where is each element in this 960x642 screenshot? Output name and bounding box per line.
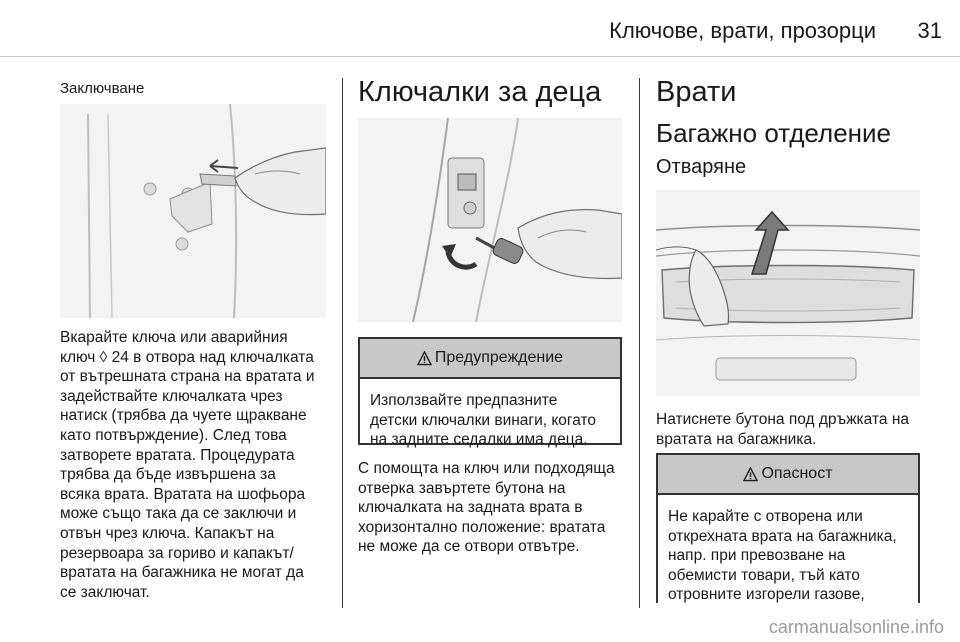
section-heading-doors: Врати [656,76,737,108]
child-lock-paragraph: С помощта на ключ или подходяща отверка завъртете бутона на ключалката на задната врата в хоризонтално положение: вратата не може да се отвори отвътре. [358,460,615,556]
column-divider [342,78,343,608]
page-header-title: Ключове, врати, прозорци [609,18,876,43]
locking-paragraph: Вкарайте ключа или аварийния ключ ◊ 24 в отвора над ключалката от вътрешната страна на вратата и задействайте ключалката чрез натиск (трябва да чуете щракване като потвърждение). След това затворете вратата. Процедурата трябва да бъде извършена за всяка врата. Вратата на шофьора може също така да се заключи и отвън чрез ключа. Капакът на резервоара за гориво и капакът/ вратата на багажника не могат да се заключат. [60,329,315,601]
warning-triangle-icon [417,351,432,366]
page-number: 31 [917,18,942,43]
section-heading-child-locks: Ключалки за деца [358,76,602,108]
danger-text: Не карайте с отворена или открехната врата на багажника, напр. при превозване на обемисти товари, тъй като отровните изгорели газове, [668,508,897,604]
danger-title: Опасност [761,465,833,482]
warning-header [360,339,620,379]
child-lock-key-turn-illustration [358,118,622,322]
column-divider [639,78,640,608]
danger-header [658,455,918,495]
tailgate-handle-press-illustration [656,190,920,396]
opening-paragraph: Натиснете бутона под дръжката на вратата на багажника. [656,411,909,448]
header-divider [0,56,960,57]
watermark: carmanualsonline.info [768,617,944,637]
subheading-luggage-compartment: Багажно отделение [656,118,892,148]
warning-text: Използвайте предпазните детски ключалки винаги, когато на задните седалки има деца. [370,392,597,449]
key-in-door-lock-illustration [60,104,326,318]
subheading-opening: Отваряне [656,156,747,178]
warning-title: Предупреждение [434,349,564,366]
child-lock-warning-box [358,337,622,449]
tailgate-danger-box [656,453,920,603]
section-heading-locking: Заключване [60,80,145,97]
warning-triangle-icon [743,467,758,482]
